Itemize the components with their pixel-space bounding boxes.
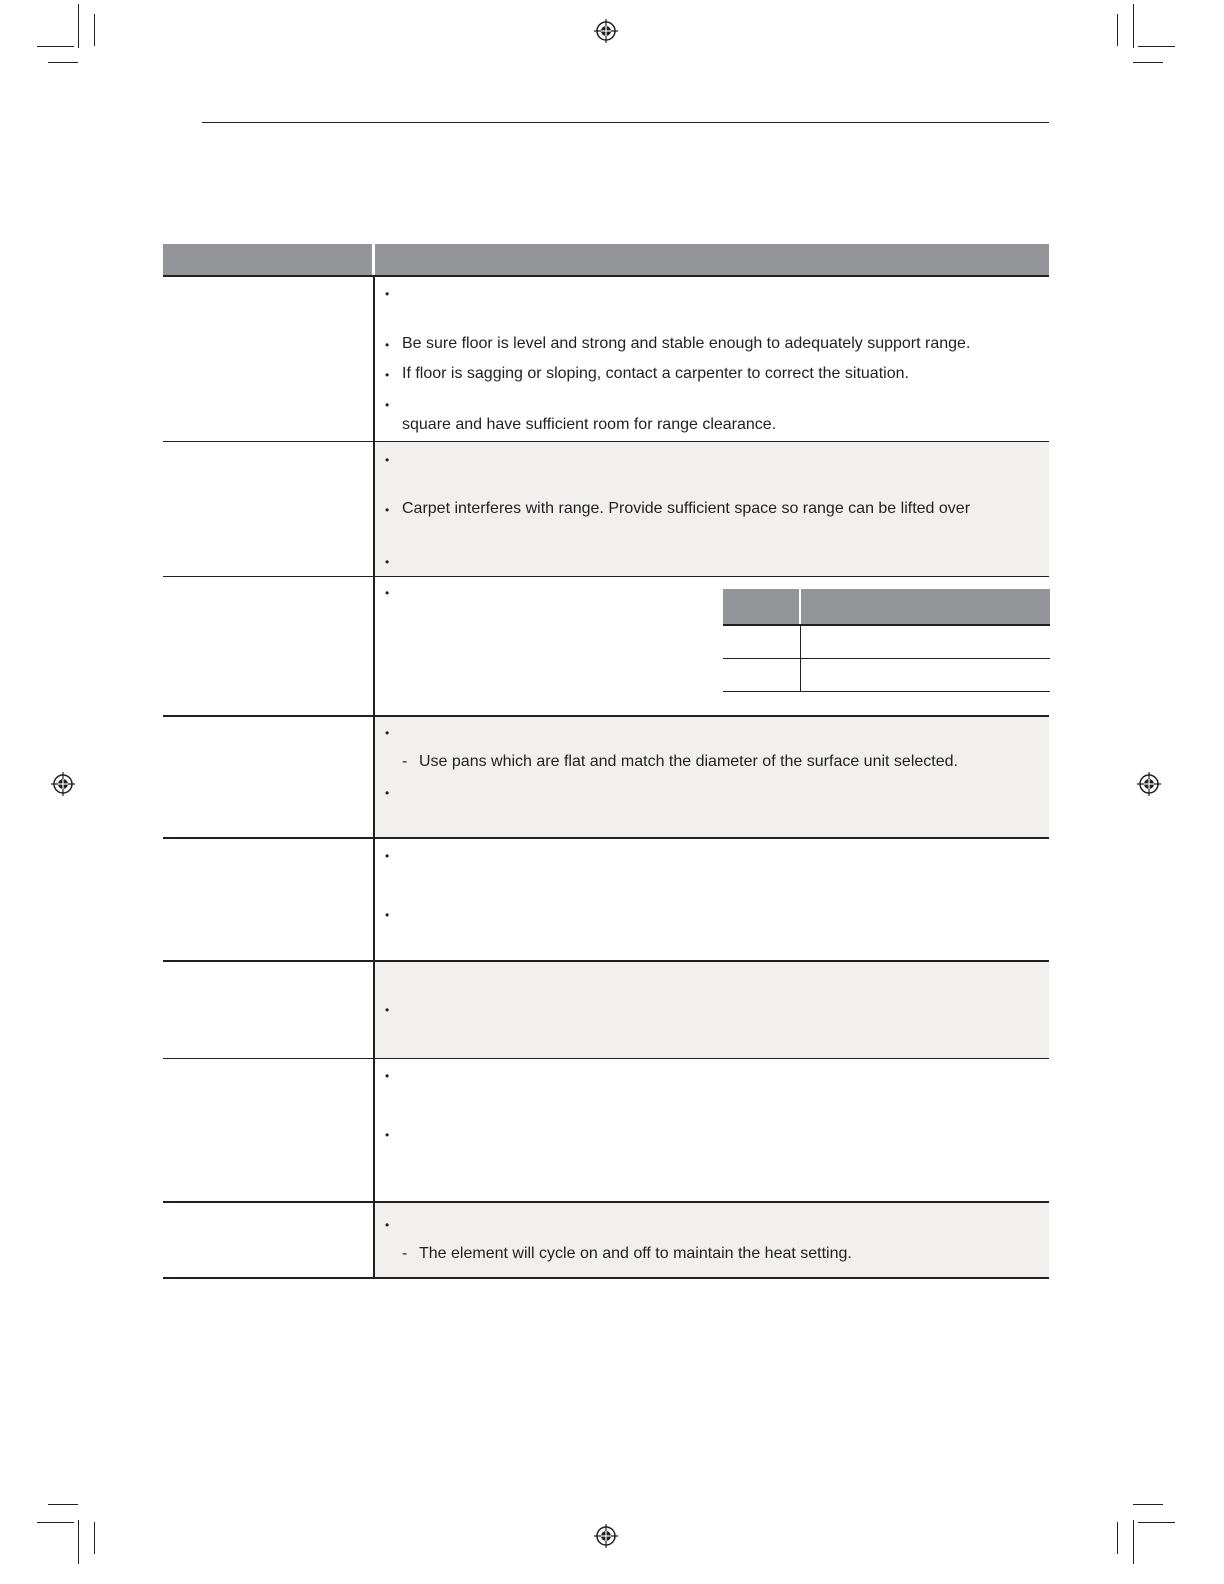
problem-cell [163,717,373,837]
solution-cell [373,442,1049,576]
registration-mark-icon [51,772,75,796]
crop-mark [48,1504,78,1505]
bullet: • [385,338,390,352]
crop-mark [78,1520,79,1564]
bullet: • [385,726,390,740]
solution-text: If floor is sagging or sloping, contact a carpenter to correct the situation. [402,365,909,382]
troubleshooting-table [163,244,1049,1279]
bullet: • [385,398,390,412]
registration-mark-icon [594,1524,618,1548]
solution-text: Carpet interferes with range. Provide sufficient space so range can be lifted over [402,500,971,517]
crop-mark [1133,1520,1134,1564]
bullet: • [385,503,390,517]
problem-cell [163,962,373,1058]
crop-mark [1117,1522,1118,1554]
solution-cell [373,717,1049,837]
bullet: • [385,287,390,301]
problem-cell [163,839,373,960]
problem-cell [163,1059,373,1201]
dash: - [402,1245,408,1262]
registration-mark-icon [594,19,618,43]
problem-cell [163,277,373,441]
inner-table [723,589,1050,692]
bullet: • [385,368,390,382]
solution-cell [373,277,1049,441]
solution-cell [373,1203,1049,1277]
bullet: • [385,555,390,569]
inner-table-header [723,589,1050,626]
solution-text: Be sure floor is level and strong and stable enough to adequately support range. [402,335,971,352]
crop-mark [48,62,78,63]
bullet: • [385,1069,390,1083]
dash: - [402,753,408,770]
bullet: • [385,453,390,467]
solution-text: Use pans which are flat and match the diameter of the surface unit selected. [419,753,958,770]
bullet: • [385,586,390,600]
crop-mark [1133,1504,1163,1505]
solution-cell [373,839,1049,960]
solution-text: The element will cycle on and off to maintain the heat setting. [419,1245,852,1262]
solution-cell [373,577,1049,715]
crop-mark [78,4,79,48]
problem-cell [163,442,373,576]
crop-mark [1133,62,1163,63]
bullet: • [385,908,390,922]
inner-cell-divider [800,626,801,658]
table-row [163,577,1049,717]
solution-cell [373,1059,1049,1201]
bullet: • [385,1128,390,1142]
table-row [163,962,1049,1059]
solution-text: square and have sufficient room for range clearance. [402,416,777,433]
inner-cell-divider [800,659,801,691]
problem-cell [163,1203,373,1277]
problem-cell [163,577,373,715]
header-divider [372,244,375,275]
table-row [163,277,1049,442]
crop-mark [1117,14,1118,46]
crop-mark [1138,46,1175,47]
bullet: • [385,849,390,863]
header-rule [202,122,1049,123]
registration-mark-icon [1137,772,1161,796]
crop-mark [37,1522,74,1523]
table-header [163,244,1049,277]
table-row [163,1059,1049,1203]
inner-table-row [723,626,1050,659]
bullet: • [385,1218,390,1232]
crop-mark [37,46,74,47]
inner-table-row [723,659,1050,692]
inner-header-divider [799,589,801,624]
table-row [163,442,1049,577]
bullet: • [385,1003,390,1017]
solution-cell [373,962,1049,1058]
crop-mark [94,1522,95,1554]
crop-mark [94,14,95,46]
table-row [163,839,1049,962]
bullet: • [385,786,390,800]
crop-mark [1138,1522,1175,1523]
table-row [163,717,1049,839]
table-row [163,1203,1049,1279]
crop-mark [1133,4,1134,48]
